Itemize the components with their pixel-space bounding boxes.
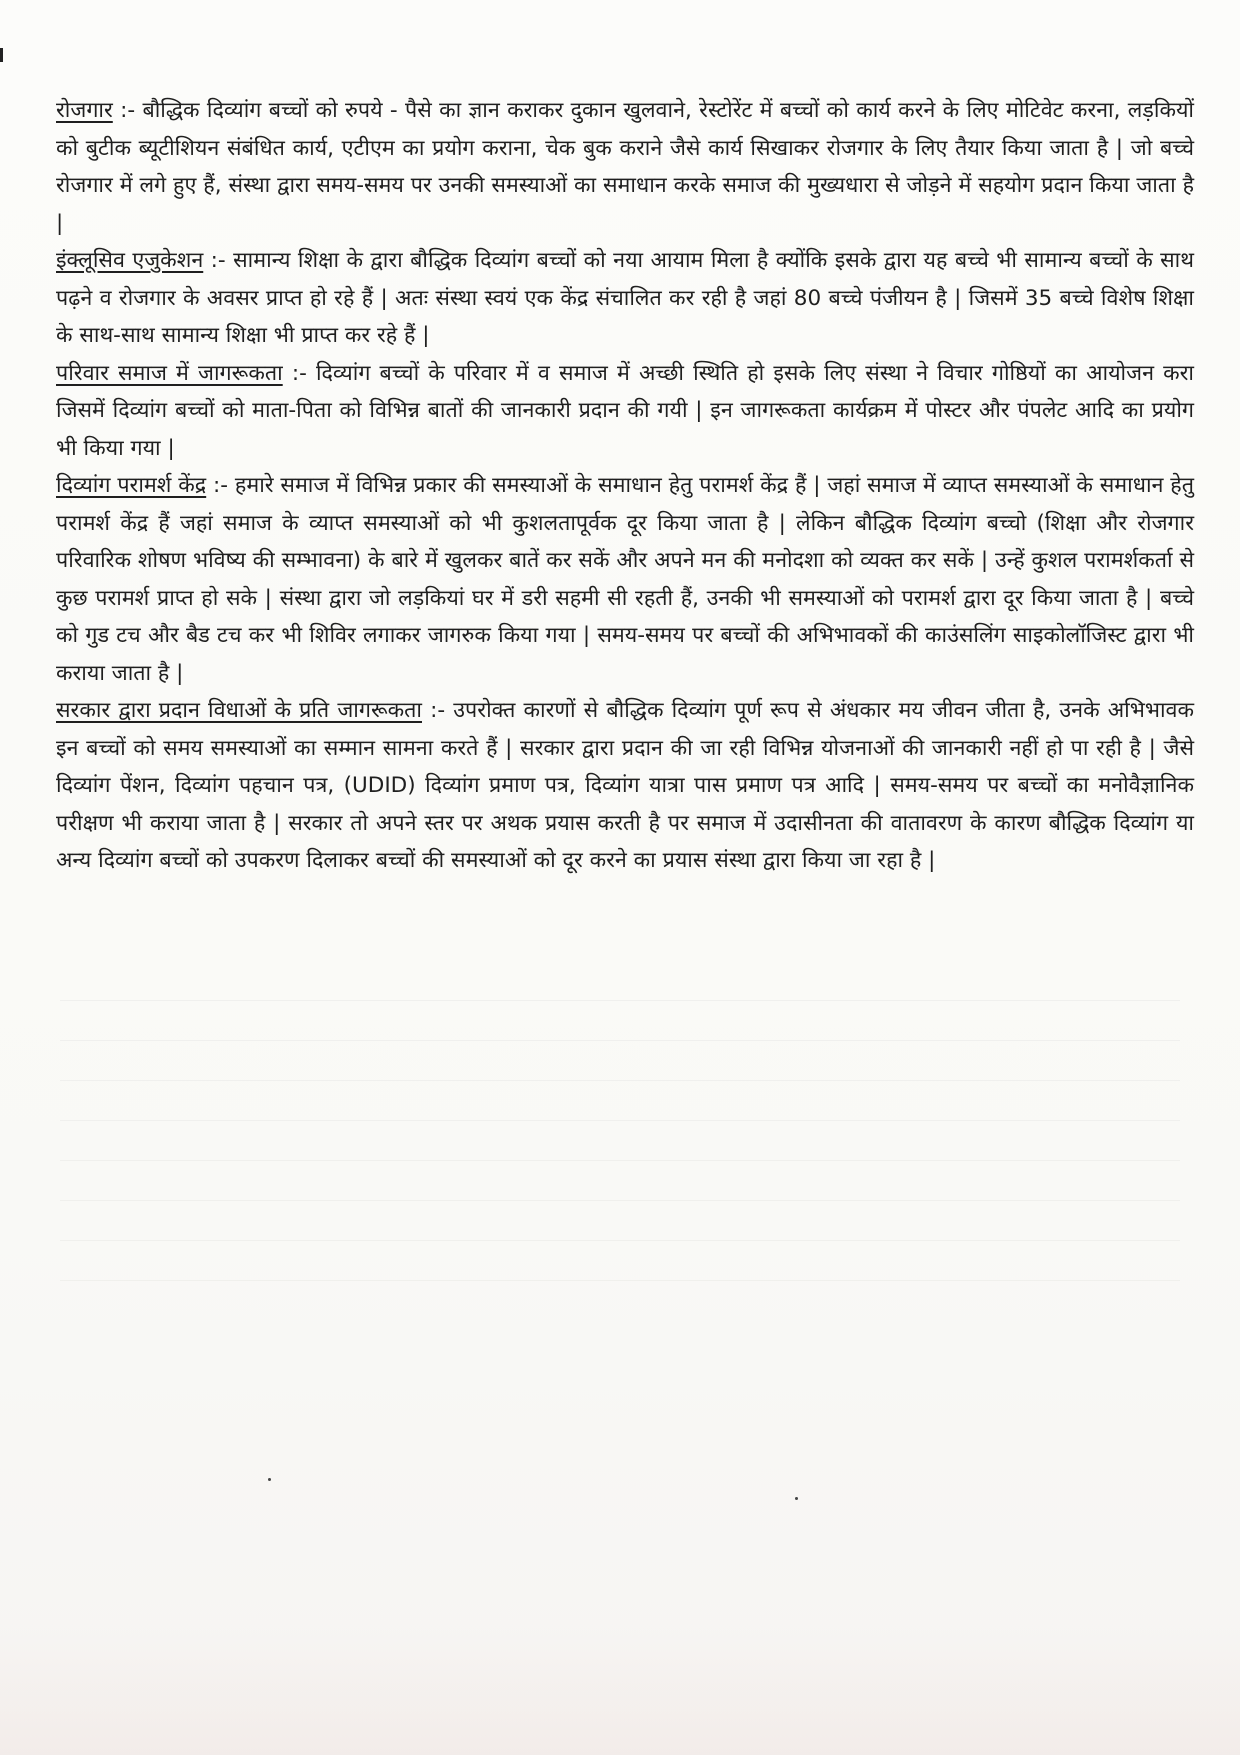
section-text: :- बौद्धिक दिव्यांग बच्चों को रुपये - पैसे का ज्ञान कराकर दुकान खुलवाने, रेस्टोरेंट में बच्चों को कार्य करने के लिए मोटिवेट करना, लड़कियों को बुटीक ब्यूटीशियन संबंधित कार्य, एटीएम का प्रयोग कराना, चेक बुक कराने जैसे कार्य सिखाकर रोजगार के लिए तैयार किया जाता है | जो बच्चे रोजगार में लगे हुए हैं, संस्था द्वारा समय-समय पर उनकी समस्याओं का समाधान करके समाज की मुख्यधारा से जोड़ने में सहयोग प्रदान किया जाता है | (56, 98, 1194, 236)
section-counselling-centre (56, 467, 1194, 692)
section-heading: रोजगार (56, 98, 113, 123)
scan-speck (795, 1497, 798, 1500)
bleed-through-line (60, 1040, 1180, 1041)
section-text: :- उपरोक्त कारणों से बौद्धिक दिव्यांग पूर्ण रूप से अंधकार मय जीवन जीता है, उनके अभिभावक इन बच्चों को समय समस्याओं का सम्मान सामना करते हैं | सरकार द्वारा प्रदान की जा रही विभिन्न योजनाओं की जानकारी नहीं हो पा रही है | जैसे दिव्यांग पेंशन, दिव्यांग पहचान पत्र, (UDID) दिव्यांग प्रमाण पत्र, दिव्यांग यात्रा पास प्रमाण पत्र आदि | समय-समय पर बच्चों का मनोवैज्ञानिक परीक्षण भी कराया जाता है | सरकार तो अपने स्तर पर अथक प्रयास करती है पर समाज में उदासीनता की वातावरण के कारण बौद्धिक दिव्यांग या अन्य दिव्यांग बच्चों को उपकरण दिलाकर बच्चों की समस्याओं को दूर करने का प्रयास संस्था द्वारा किया जा रहा है | (56, 698, 1194, 873)
section-government-awareness (56, 692, 1194, 880)
section-rozgar (56, 92, 1194, 242)
section-heading: सरकार द्वारा प्रदान विधाओं के प्रति जागरूकता (56, 698, 422, 723)
section-heading: परिवार समाज में जागरूकता (56, 360, 283, 386)
bleed-through-line (60, 1000, 1180, 1001)
bleed-through-line (60, 1200, 1180, 1201)
bleed-through-line (60, 1240, 1180, 1241)
scan-speck (268, 1478, 271, 1481)
section-heading: इंक्लूसिव एजुकेशन (56, 248, 204, 273)
section-text: :- सामान्य शिक्षा के द्वारा बौद्धिक दिव्यांग बच्चों को नया आयाम मिला है क्योंकि इसके द्वारा यह बच्चे भी सामान्य बच्चों के साथ पढ़ने व रोजगार के अवसर प्राप्त हो रहे हैं | अतः संस्था स्वयं एक केंद्र संचालित कर रही है जहां 80 बच्चे पंजीयन है | जिसमें 35 बच्चे विशेष शिक्षा के साथ-साथ सामान्य शिक्षा भी प्राप्त कर रहे हैं | (56, 248, 1194, 348)
bleed-through-line (60, 1120, 1180, 1121)
scan-edge-mark (0, 48, 3, 62)
section-text: :- हमारे समाज में विभिन्न प्रकार की समस्याओं के समाधान हेतु परामर्श केंद्र हैं | जहां समाज में व्याप्त समस्याओं के समाधान हेतु परामर्श केंद्र हैं जहां समाज के व्याप्त समस्याओं को भी कुशलतापूर्वक दूर किया जाता है | लेकिन बौद्धिक दिव्यांग बच्चो (शिक्षा और रोजगार परिवारिक शोषण भविष्य की सम्भावना) के बारे में खुलकर बातें कर सकें और अपने मन की मनोदशा को व्यक्त कर सकें | उन्हें कुशल परामर्शकर्ता से कुछ परामर्श प्राप्त हो सके | संस्था द्वारा जो लड़कियां घर में डरी सहमी सी रहती हैं, उनकी भी समस्याओं को परामर्श द्वारा दूर किया जाता है | बच्चे को गुड टच और बैड टच कर भी शिविर लगाकर जागरुक किया गया | समय-समय पर बच्चों की अभिभावकों की काउंसलिंग साइकोलॉजिस्ट द्वारा भी कराया जाता है | (56, 473, 1194, 686)
page-bottom-shade (0, 1625, 1240, 1755)
bleed-through-line (60, 1160, 1180, 1161)
section-family-awareness (56, 355, 1194, 468)
section-text: :- दिव्यांग बच्चों के परिवार में व समाज में अच्छी स्थिति हो इसके लिए संस्था ने विचार गोष्ठियों का आयोजन करा जिसमें दिव्यांग बच्चों को माता-पिता को विभिन्न बातों की जानकारी प्रदान की गयी | इन जागरूकता कार्यक्रम में पोस्टर और पंपलेट आदि का प्रयोग भी किया गया | (56, 360, 1194, 461)
section-heading: दिव्यांग परामर्श केंद्र (56, 473, 207, 498)
section-inclusive-education (56, 242, 1194, 355)
document-body (56, 92, 1194, 880)
bleed-through-line (60, 1080, 1180, 1081)
bleed-through-line (60, 1280, 1180, 1281)
